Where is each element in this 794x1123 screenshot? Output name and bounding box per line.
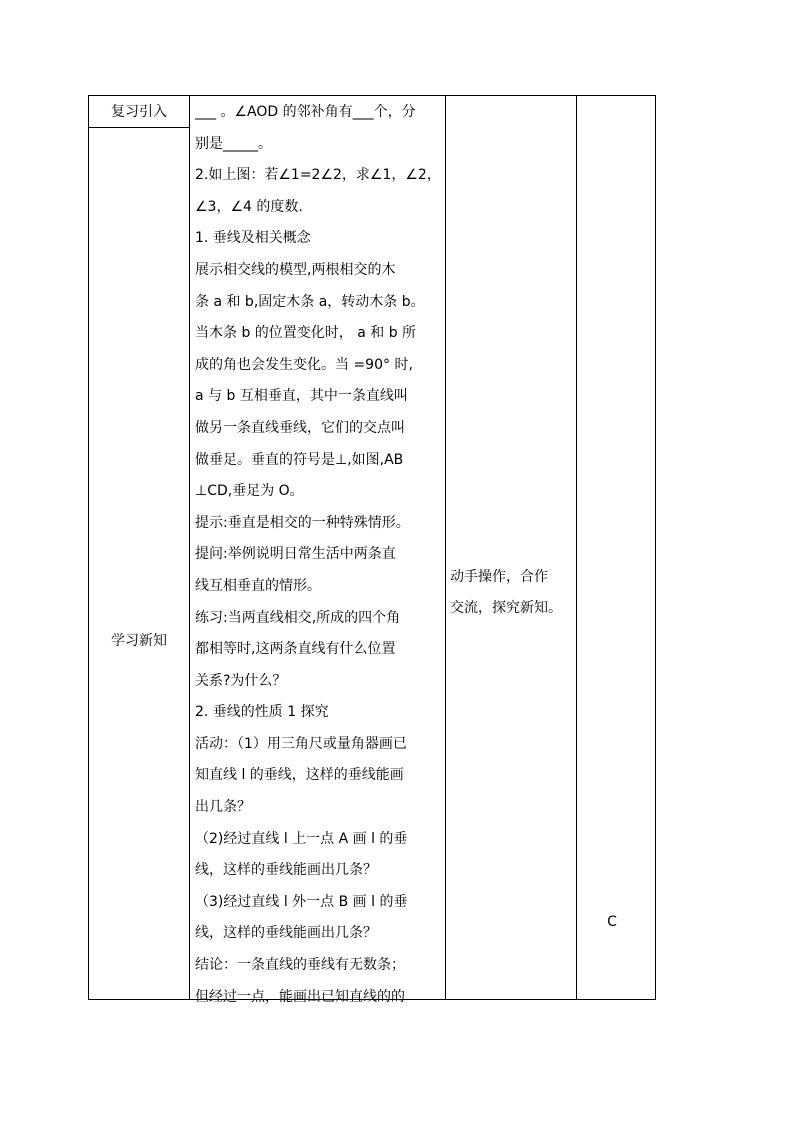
content-line: 条 a 和 b,固定木条 a，转动木条 b。 [195, 293, 425, 310]
content-line: 成的角也会发生变化。当 =90° 时, [195, 356, 413, 373]
content-line: 线，这样的垂线能画出几条？ [195, 925, 377, 942]
content-line: （3)经过直线 l 外一点 B 画 l 的垂 [195, 893, 408, 910]
column-divider-3 [576, 95, 577, 1000]
content-line: 但经过一点，能画出已知直线的的 [195, 988, 405, 1005]
column-divider-1 [189, 95, 190, 1000]
content-line: 别是_____。 [195, 135, 272, 152]
column-divider-2 [445, 95, 446, 1000]
stage-label-new-knowledge: 学习新知 [111, 633, 167, 649]
content-line: 线，这样的垂线能画出几条？ [195, 862, 377, 879]
section-heading: 1. 垂线及相关概念 [195, 230, 311, 247]
content-line: 都相等时,这两条直线有什么位置 [195, 641, 396, 658]
content-line: 提示:垂直是相交的一种特殊情形。 [195, 514, 410, 531]
teaching-content [195, 97, 443, 1013]
content-line: 2.如上图：若∠1=2∠2，求∠1，∠2， [195, 167, 441, 184]
content-line: a 与 b 互相垂直，其中一条直线叫 [195, 388, 408, 405]
content-line: 结论：一条直线的垂线有无数条； [195, 957, 405, 974]
content-line: （2)经过直线 l 上一点 A 画 l 的垂 [195, 830, 408, 847]
content-line: 出几条？ [195, 799, 251, 816]
last-column-value: C [607, 914, 617, 930]
content-line: 做垂足。垂直的符号是⊥,如图,AB [195, 451, 404, 468]
content-line: ∠3，∠4 的度数. [195, 198, 303, 215]
student-activity [450, 562, 572, 624]
content-line: 活动：（1）用三角尺或量角器画已 [195, 735, 407, 752]
content-line: 知直线 l 的垂线，这样的垂线能画 [195, 767, 404, 784]
content-line: ___ 。∠AOD 的邻补角有___个，分 [195, 104, 416, 120]
content-line: 关系?为什么？ [195, 672, 287, 689]
row-divider [88, 127, 190, 128]
activity-line: 交流，探究新知。 [450, 600, 562, 616]
content-line: 展示相交线的模型,两根相交的木 [195, 261, 396, 278]
stage-label-review: 复习引入 [111, 104, 167, 120]
content-line: ⊥CD,垂足为 O。 [195, 483, 304, 500]
content-line: 提问:举例说明日常生活中两条直 [195, 546, 396, 563]
content-line: 线互相垂直的情形。 [195, 577, 321, 594]
content-line: 当木条 b 的位置变化时， a 和 b 所 [195, 325, 417, 342]
content-line: 做另一条直线垂线，它们的交点叫 [195, 419, 405, 436]
table-top-border [88, 95, 656, 96]
section-heading: 2. 垂线的性质 1 探究 [195, 704, 329, 721]
table-right-border [655, 95, 656, 1000]
activity-line: 动手操作，合作 [450, 569, 548, 585]
table-left-border [88, 95, 89, 1000]
content-line: 练习:当两直线相交,所成的四个角 [195, 609, 401, 626]
